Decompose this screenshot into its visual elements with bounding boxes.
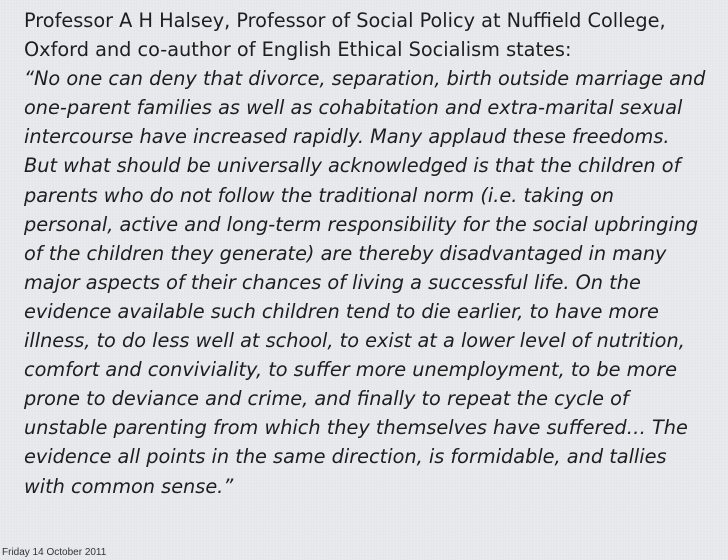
quote-line-4: But what should be universally acknowledged is that the children of	[24, 154, 681, 178]
quote-line-5: parents who do not follow the traditional norm (i.e. taking on	[24, 183, 614, 207]
quote-line-12: prone to deviance and crime, and finally to repeat the cycle of	[24, 387, 629, 411]
quote-line-3: intercourse have increased rapidly. Many applaud these freedoms.	[24, 125, 670, 149]
quote-line-13: unstable parenting from which they themselves have suffered… The	[24, 416, 688, 440]
quote-line-10: illness, to do less well at school, to exist at a lower level of nutrition,	[24, 329, 685, 353]
quote-line-2: one-parent families as well as cohabitation and extra-marital sexual	[24, 96, 683, 120]
quote-line-6: personal, active and long-term responsibility for the social upbringing	[24, 212, 699, 236]
quote-line-14: evidence all points in the same direction, is formidable, and tallies	[24, 445, 667, 469]
slide-text	[24, 6, 714, 501]
intro-line-1: Professor A H Halsey, Professor of Social Policy at Nuffield College,	[24, 9, 666, 32]
quote-line-9: evidence available such children tend to die earlier, to have more	[24, 299, 659, 323]
intro-line-2: Oxford and co-author of English Ethical Socialism states:	[24, 38, 572, 62]
quote-line-11: comfort and conviviality, to suffer more unemployment, to be more	[24, 358, 677, 382]
quote-line-15: with common sense.”	[24, 474, 234, 498]
quote-line-1: “No one can deny that divorce, separation, birth outside marriage and	[24, 67, 706, 91]
quote-line-8: major aspects of their chances of living a successful life. On the	[24, 270, 641, 294]
quote-line-7: of the children they generate) are thereby disadvantaged in many	[24, 241, 667, 265]
footer-date: Friday 14 October 2011	[2, 547, 107, 558]
